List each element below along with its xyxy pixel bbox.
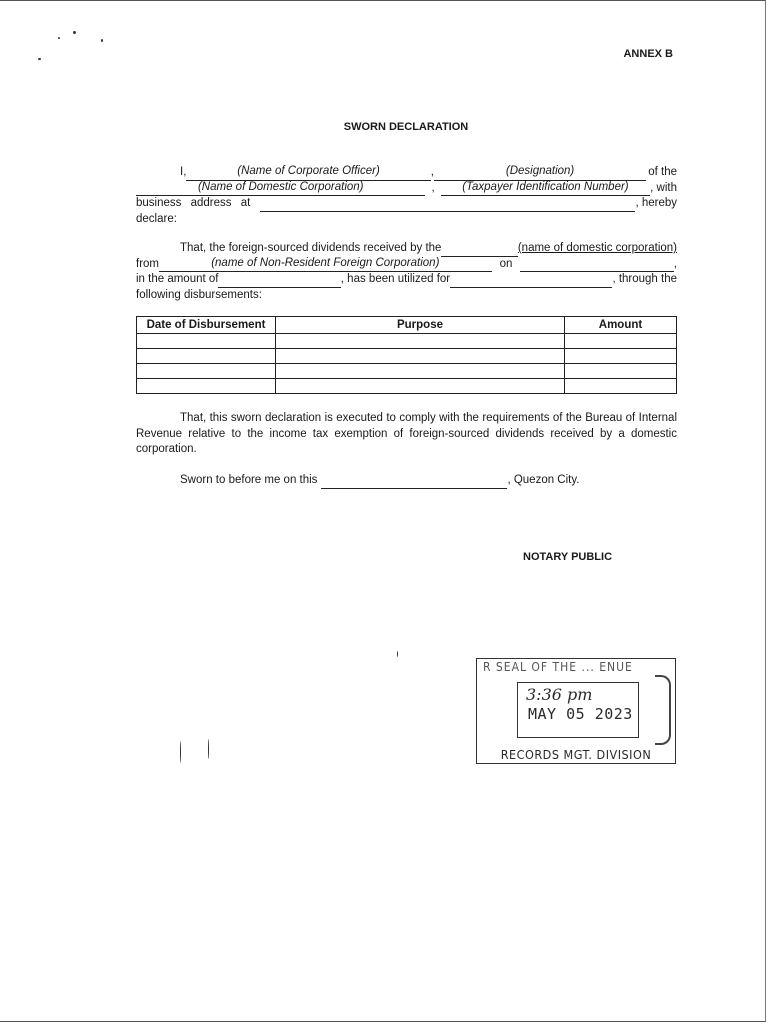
- scan-speck: [73, 31, 76, 34]
- corporate-officer-field[interactable]: (Name of Corporate Officer): [186, 164, 430, 181]
- table-header-row: [137, 317, 677, 334]
- document-title: SWORN DECLARATION: [343, 121, 469, 133]
- stamp-bracket-mark: [655, 675, 671, 745]
- intro-i: I,: [180, 166, 187, 178]
- stamp-datetime-box: [517, 682, 639, 738]
- date-cell[interactable]: [137, 334, 276, 349]
- table-row: [137, 364, 677, 379]
- amount-cell[interactable]: [565, 334, 677, 349]
- compliance-paragraph: That, this sworn declaration is executed to comply with the requirements of the Bureau of Internal Revenue relative to the income tax exemption of foreign-sourced dividends received by a domestic corporation.: [136, 412, 677, 455]
- scan-speck: [38, 58, 41, 60]
- of-the-text: of the: [648, 166, 677, 178]
- purpose-cell[interactable]: [276, 349, 565, 364]
- hereby-text: , hereby: [635, 197, 677, 209]
- declarant-paragraph: I, (Name of Corporate Officer) , (Designation) of the (Name of Domestic Corporation) , (Taxpayer Identification Number) , with business address at , hereby declare:: [136, 165, 677, 227]
- on-text: on: [499, 257, 513, 270]
- sworn-text: Sworn to before me on this: [180, 474, 318, 486]
- annex-label: ANNEX B: [623, 48, 673, 60]
- table-row: [137, 349, 677, 364]
- domestic-corporation-name-field[interactable]: (name of domestic corporation): [517, 242, 677, 254]
- declare-text: declare:: [136, 212, 177, 225]
- with-text: , with: [650, 181, 678, 194]
- received-stamp: [476, 658, 676, 764]
- disbursement-table: [136, 316, 677, 394]
- stamp-division: RECORDS MGT. DIVISION: [500, 747, 652, 762]
- table-row: [137, 334, 677, 349]
- stamp-seal-header: R SEAL OF THE ... ENUE: [483, 660, 633, 674]
- purpose-cell[interactable]: [276, 379, 565, 394]
- domestic-corporation-field[interactable]: (Name of Domestic Corporation): [136, 180, 425, 197]
- date-cell[interactable]: [137, 379, 276, 394]
- amount-cell[interactable]: [565, 349, 677, 364]
- scan-speck: [101, 39, 103, 42]
- dividends-paragraph: That, the foreign-sourced dividends received by the (name of domestic corporation) from (name of Non-Resident Foreign Corporation) on , in the amount of , has been utilized for , through the following disbursements:: [136, 241, 677, 303]
- utilized-for-field[interactable]: [450, 287, 612, 288]
- date-column-header: Date of Disbursement: [137, 317, 276, 334]
- amount-cell[interactable]: [565, 379, 677, 394]
- date-cell[interactable]: [137, 349, 276, 364]
- purpose-cell[interactable]: [276, 364, 565, 379]
- stamp-time: 3:36 pm: [526, 685, 593, 704]
- business-address-field[interactable]: [260, 211, 635, 212]
- utilized-text: , has been utilized for: [340, 273, 451, 285]
- scan-speck: [208, 739, 209, 759]
- sworn-date-field[interactable]: [321, 488, 507, 489]
- sworn-line: [136, 473, 677, 489]
- purpose-cell[interactable]: [276, 334, 565, 349]
- from-text: from: [136, 257, 159, 270]
- through-the-text: , through the: [612, 273, 678, 285]
- nonresident-corporation-field[interactable]: (name of Non-Resident Foreign Corporation): [159, 256, 492, 273]
- comma-text: ,: [430, 166, 434, 178]
- dividends-intro: That, the foreign-sourced dividends received by the: [180, 242, 442, 254]
- date-cell[interactable]: [137, 364, 276, 379]
- scan-speck: [58, 37, 60, 39]
- stamp-date: MAY 05 2023: [528, 705, 633, 723]
- amount-cell[interactable]: [565, 364, 677, 379]
- amount-column-header: Amount: [565, 317, 677, 334]
- notary-public-label: NOTARY PUBLIC: [523, 551, 613, 563]
- purpose-column-header: Purpose: [276, 317, 565, 334]
- following-text: following disbursements:: [136, 288, 262, 301]
- business-address-label: business address at: [136, 197, 251, 209]
- table-row: [137, 379, 677, 394]
- scan-speck: [180, 741, 181, 763]
- quezon-city-text: , Quezon City.: [507, 474, 580, 486]
- scan-speck: [397, 651, 398, 657]
- amount-of-text: in the amount of: [136, 273, 219, 285]
- designation-field[interactable]: (Designation): [434, 164, 646, 181]
- tin-field[interactable]: (Taxpayer Identification Number): [441, 180, 650, 197]
